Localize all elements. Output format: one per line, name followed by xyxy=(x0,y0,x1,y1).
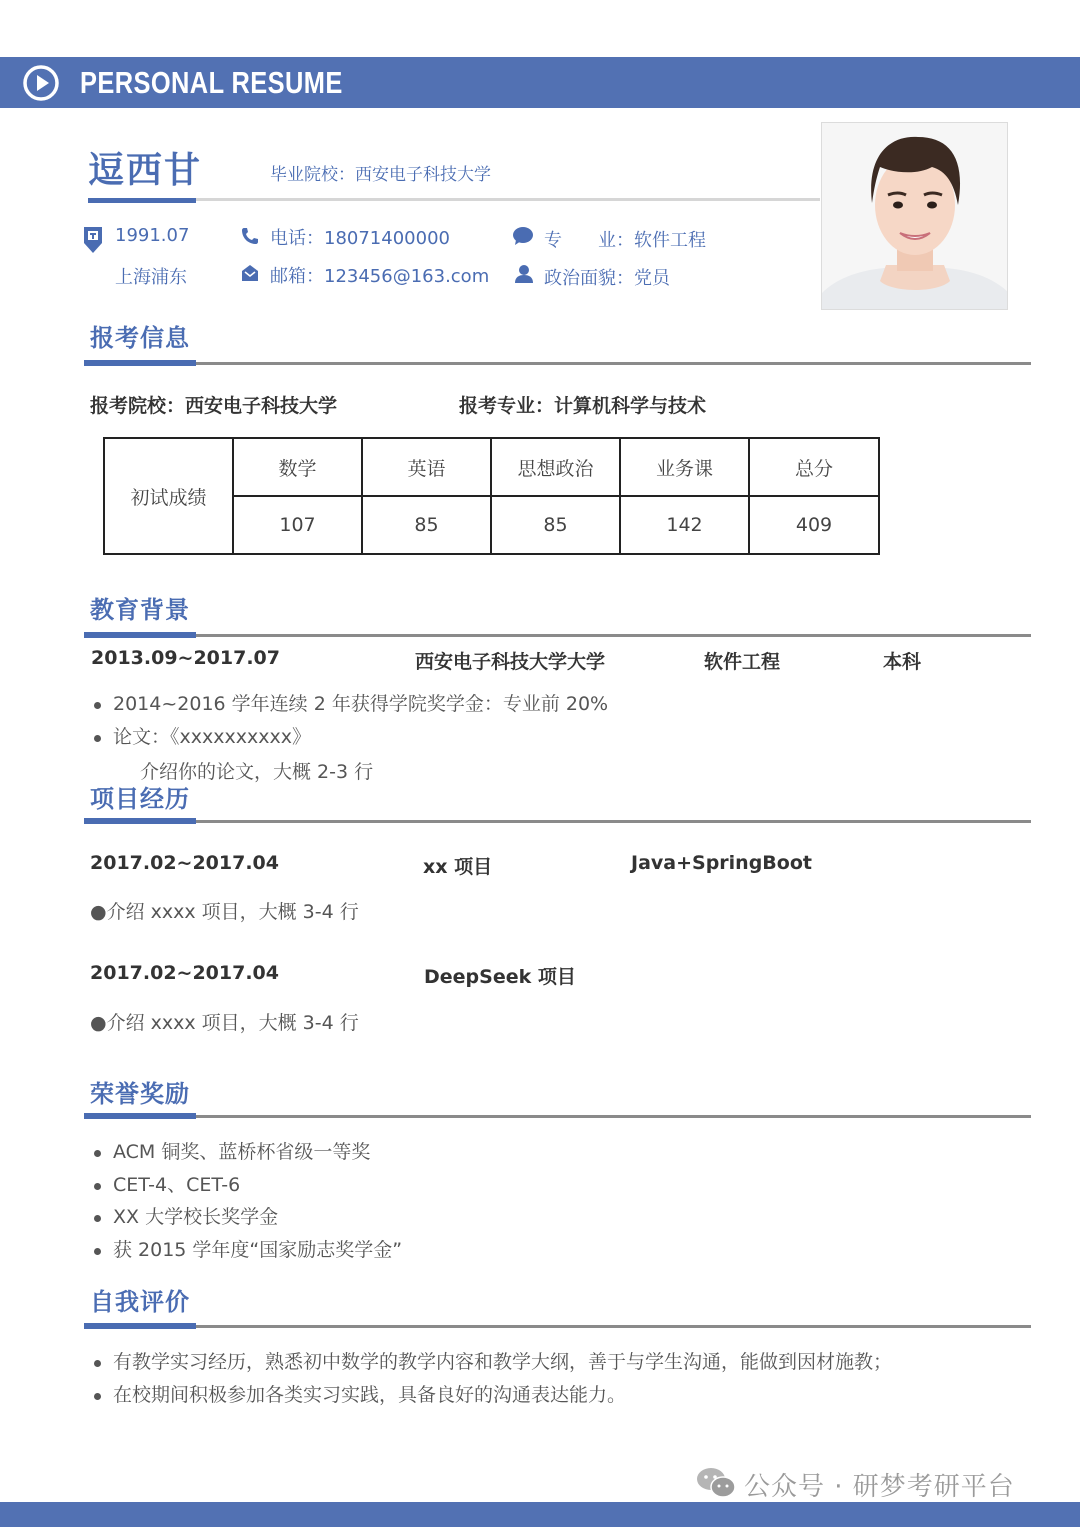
project-desc: ●介绍 xxxx 项目，大概 3-4 行 xyxy=(90,901,359,923)
score-value: 85 xyxy=(491,496,620,554)
list-item: 有教学实习经历，熟悉初中数学的教学内容和教学大纲，善于与学生沟通，能做到因材施教； xyxy=(90,1346,892,1379)
section-title-honors: 荣誉奖励 xyxy=(90,1080,190,1108)
self-eval-list xyxy=(90,1346,892,1411)
score-header: 思想政治 xyxy=(491,438,620,496)
list-item: 论文：《xxxxxxxxxx》 xyxy=(90,721,608,754)
list-item: 2014~2016 学年连续 2 年获得学院奖学金：专业前 20% xyxy=(90,688,608,721)
score-header: 业务课 xyxy=(620,438,749,496)
section-title-education: 教育背景 xyxy=(90,596,190,624)
score-value: 85 xyxy=(362,496,491,554)
section-divider-accent xyxy=(84,1113,196,1119)
list-item: 在校期间积极参加各类实习实践，具备良好的沟通表达能力。 xyxy=(90,1379,892,1412)
education-degree: 本科 xyxy=(883,651,922,673)
major: 专 业：软件工程 xyxy=(544,230,706,251)
project-desc: ●介绍 xxxx 项目，大概 3-4 行 xyxy=(90,1012,359,1034)
score-row-label: 初试成绩 xyxy=(104,438,233,554)
education-bullets xyxy=(90,688,608,753)
mail-icon xyxy=(240,263,260,283)
list-item: XX 大学校长奖学金 xyxy=(90,1201,402,1234)
score-header: 英语 xyxy=(362,438,491,496)
political-status: 政治面貌：党员 xyxy=(544,268,670,289)
location: 上海浦东 xyxy=(115,267,187,288)
person-name: 逗西甘 xyxy=(88,150,203,191)
score-table xyxy=(103,437,880,555)
list-item: 获 2015 学年度“国家励志奖学金” xyxy=(90,1234,402,1267)
section-divider-accent xyxy=(84,632,196,638)
apply-school: 报考院校：西安电子科技大学 xyxy=(90,395,338,417)
section-divider-accent xyxy=(84,1323,196,1329)
score-header: 总分 xyxy=(749,438,879,496)
education-major: 软件工程 xyxy=(704,651,781,673)
list-item: ACM 铜奖、蓝桥杯省级一等奖 xyxy=(90,1136,402,1169)
score-value: 409 xyxy=(749,496,879,554)
list-item: CET-4、CET-6 xyxy=(90,1169,402,1202)
section-divider xyxy=(84,1115,1031,1118)
project-period: 2017.02~2017.04 xyxy=(90,852,279,874)
section-divider-accent xyxy=(84,818,196,824)
education-school: 西安电子科技大学大学 xyxy=(415,651,606,673)
graduated-school: 毕业院校：西安电子科技大学 xyxy=(270,165,491,185)
education-period: 2013.09~2017.07 xyxy=(91,647,280,669)
phone-icon xyxy=(240,226,260,246)
name-divider xyxy=(88,198,820,201)
project-name: DeepSeek 项目 xyxy=(424,966,576,988)
thesis-note: 介绍你的论文，大概 2-3 行 xyxy=(140,761,374,783)
header-banner xyxy=(0,57,1080,108)
section-divider xyxy=(84,634,1031,637)
section-divider xyxy=(84,820,1031,823)
section-divider xyxy=(84,362,1031,365)
section-divider xyxy=(84,1325,1031,1328)
chat-bubble-icon xyxy=(512,226,534,246)
section-title-projects: 项目经历 xyxy=(90,785,190,813)
score-value: 142 xyxy=(620,496,749,554)
footer-bar xyxy=(0,1502,1080,1527)
id-badge-icon xyxy=(82,225,104,255)
project-name: xx 项目 xyxy=(423,856,493,878)
project-tech: Java+SpringBoot xyxy=(631,852,812,874)
apply-major: 报考专业：计算机科学与技术 xyxy=(459,395,707,417)
watermark-text: 公众号 · 研梦考研平台 xyxy=(744,1472,1015,1502)
name-divider-accent xyxy=(88,198,196,203)
wechat-icon xyxy=(696,1466,736,1500)
phone: 电话：18071400000 xyxy=(270,228,450,249)
score-header: 数学 xyxy=(233,438,362,496)
email: 邮箱：123456@163.com xyxy=(270,266,490,287)
honors-list xyxy=(90,1136,402,1266)
banner-title: PERSONAL RESUME xyxy=(80,65,343,100)
section-title-apply: 报考信息 xyxy=(90,324,190,352)
play-circle-icon xyxy=(22,64,60,102)
section-divider-accent xyxy=(84,360,196,366)
birth-date: 1991.07 xyxy=(115,225,190,246)
project-period: 2017.02~2017.04 xyxy=(90,962,279,984)
profile-photo xyxy=(821,122,1008,310)
section-title-self-eval: 自我评价 xyxy=(90,1288,190,1316)
score-value: 107 xyxy=(233,496,362,554)
user-icon xyxy=(514,264,534,284)
